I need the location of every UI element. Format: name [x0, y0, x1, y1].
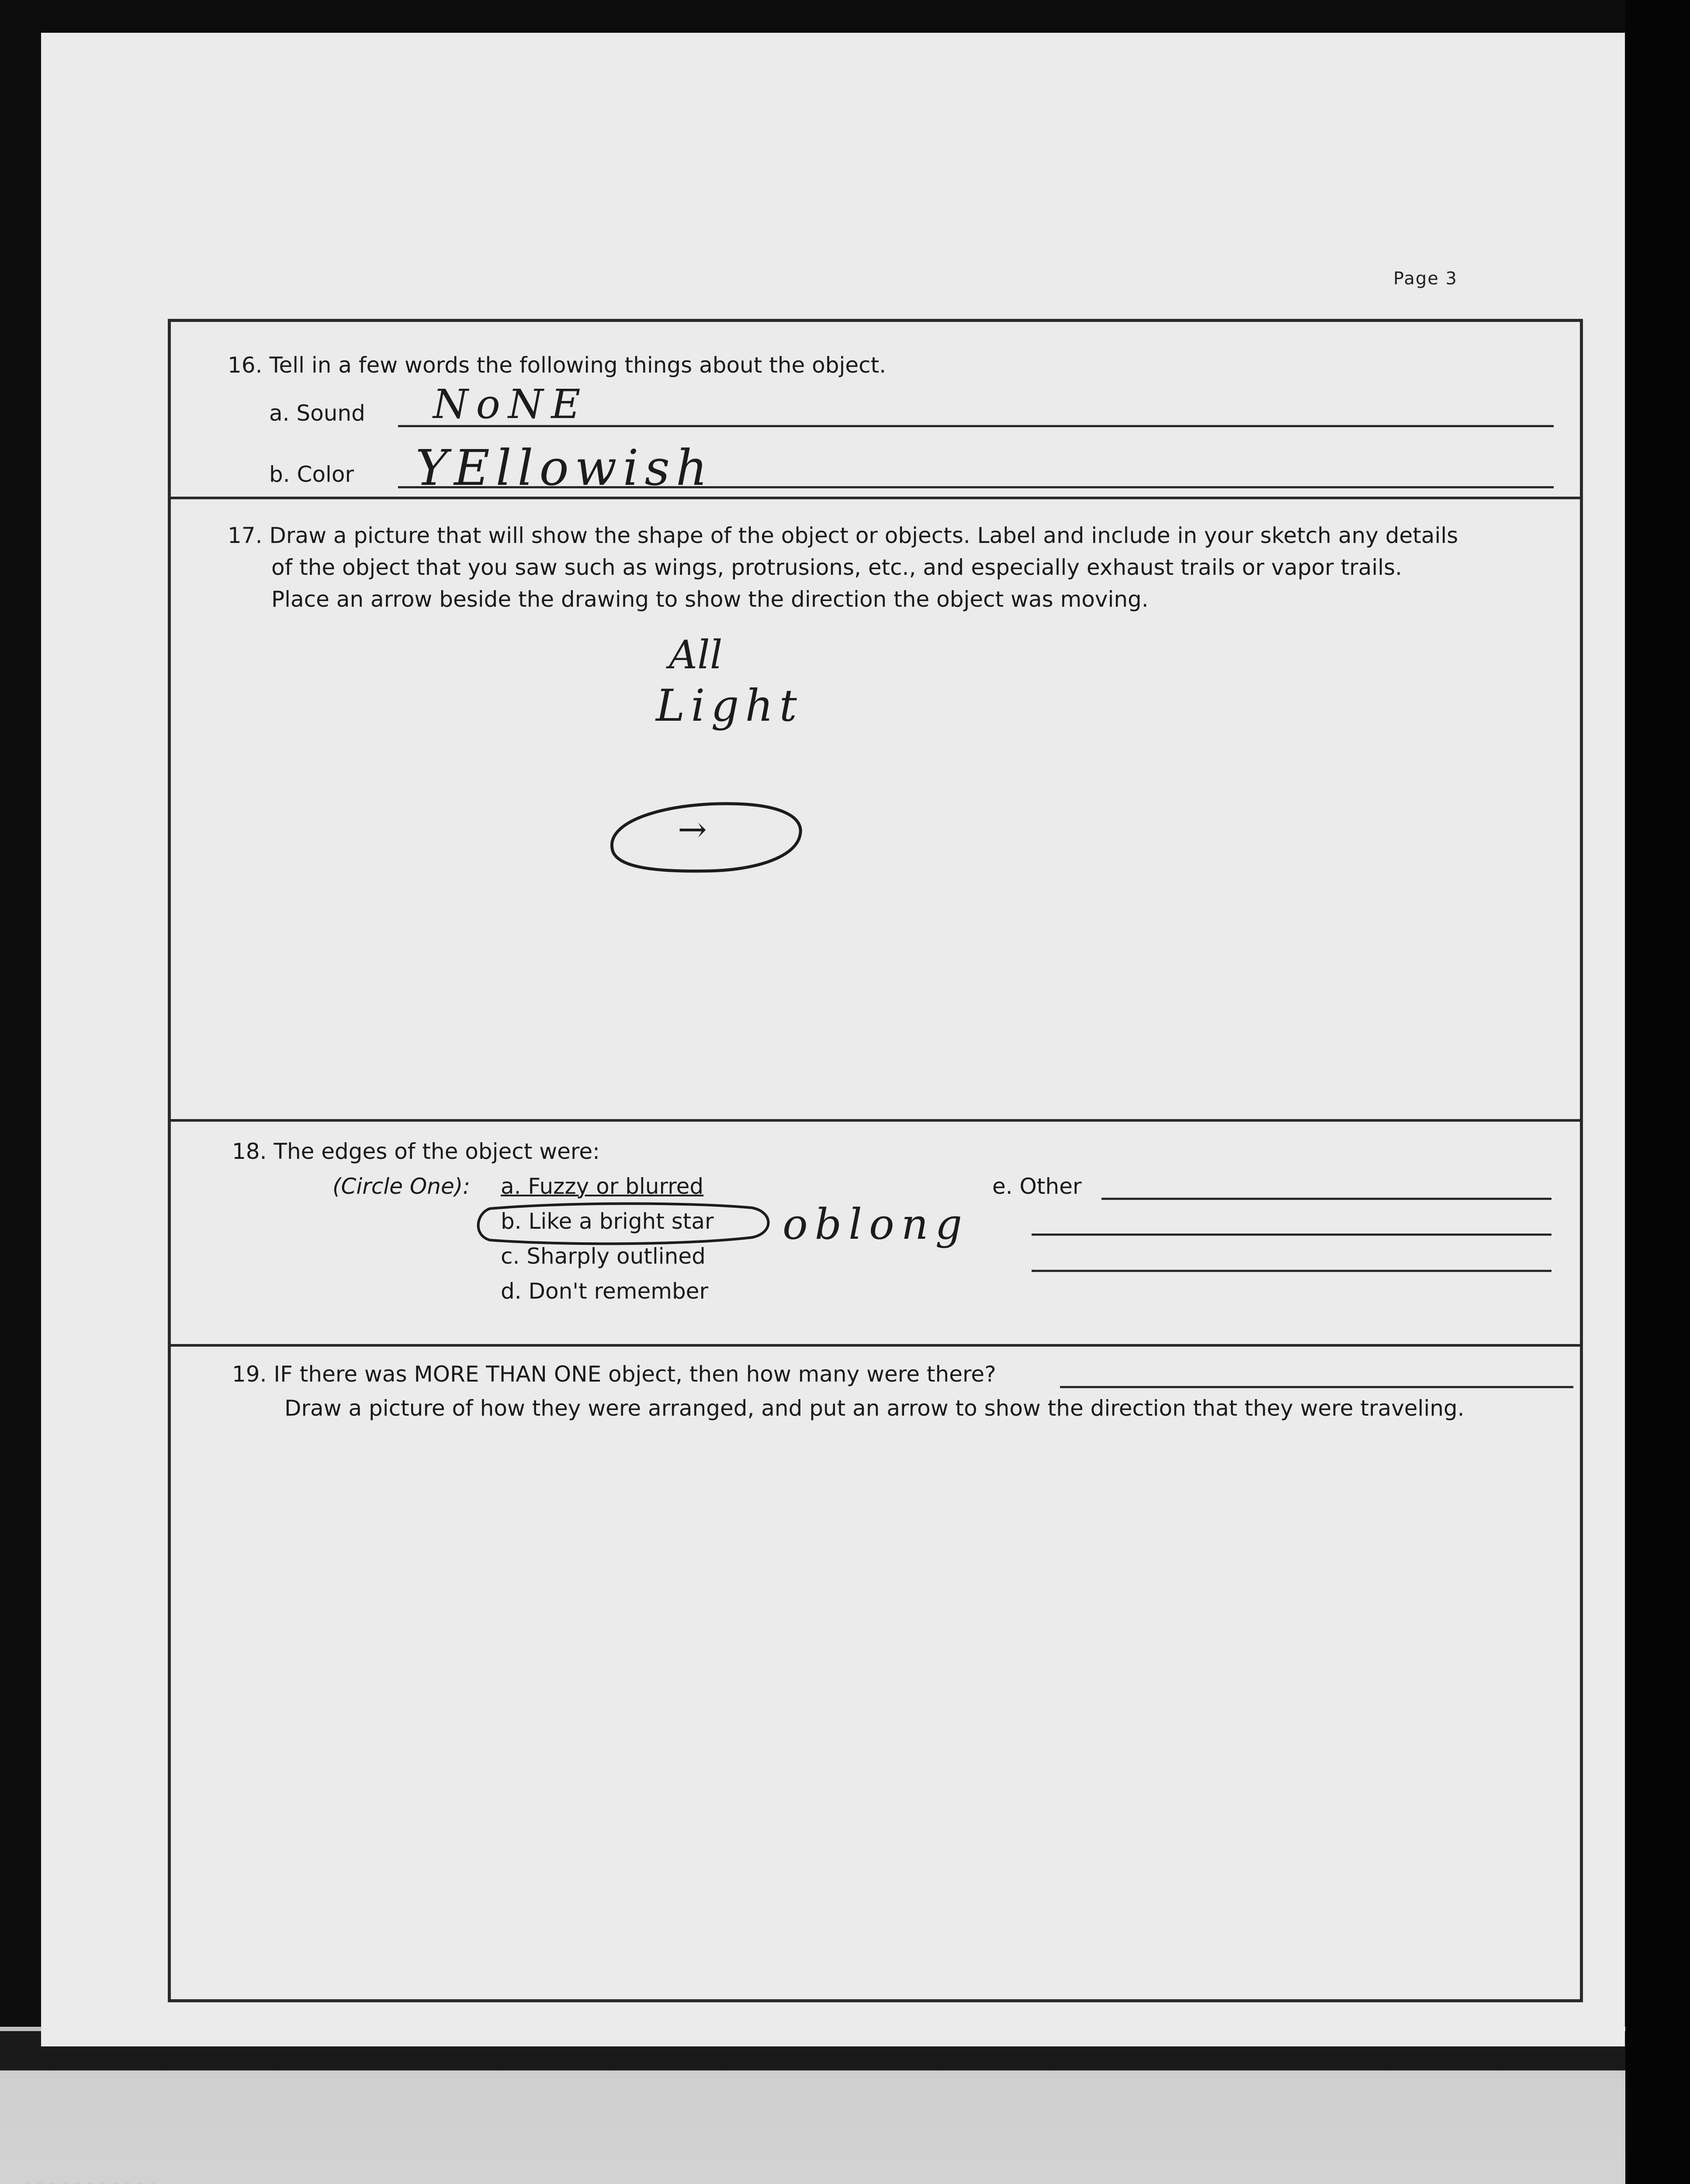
question-18-section: [171, 1119, 1580, 1347]
color-answer: YEllowish: [416, 440, 714, 497]
edge-option-e: e. Other: [992, 1174, 1082, 1199]
edge-option-c[interactable]: [501, 1244, 706, 1269]
form-page: [41, 33, 1625, 2046]
page-number: Page 3: [1393, 269, 1458, 289]
question-17-line-2: of the object that you saw such as wings, protrusions, etc., and especially exhaust trails or vapor trails.: [271, 555, 1403, 580]
question-17-line-3: Place an arrow beside the drawing to show the direction the object was moving.: [271, 587, 1149, 612]
sound-answer: NoNE: [433, 381, 589, 428]
question-18-text: 18. The edges of the object were:: [232, 1139, 600, 1164]
other-answer-line-2[interactable]: [1032, 1234, 1551, 1236]
question-19-line-1: 19. IF there was MORE THAN ONE object, then how many were there?: [232, 1362, 996, 1387]
question-17-section: [171, 497, 1580, 1122]
object-count-line[interactable]: [1060, 1386, 1573, 1388]
edge-option-b-label: b. Like a bright star: [501, 1209, 714, 1234]
sketch-label-all: All: [669, 632, 723, 678]
edge-option-c-label: c. Sharply outlined: [501, 1244, 706, 1269]
film-edge-strip: [1625, 0, 1690, 2184]
question-19-section: [171, 1344, 1580, 1999]
handwritten-note-oblong: oblong: [783, 1200, 970, 1249]
other-answer-line-1[interactable]: [1101, 1198, 1551, 1200]
edge-option-d[interactable]: [501, 1279, 708, 1304]
edge-option-a-label: a. Fuzzy or blurred: [501, 1174, 704, 1199]
other-answer-line-3[interactable]: [1032, 1270, 1551, 1272]
edge-option-d-label: d. Don't remember: [501, 1279, 708, 1304]
sound-label: a. Sound: [269, 401, 365, 426]
edge-option-a[interactable]: [501, 1174, 703, 1199]
color-label: b. Color: [269, 462, 354, 487]
form-frame: [168, 319, 1583, 2002]
circle-one-instruction: (Circle One):: [332, 1174, 471, 1199]
question-16-text: 16. Tell in a few words the following things about the object.: [228, 352, 887, 378]
question-16-section: [171, 322, 1580, 499]
question-19-line-2: Draw a picture of how they were arranged, and put an arrow to show the direction that they were traveling.: [284, 1396, 1465, 1421]
circled-option-mark: [472, 1200, 774, 1248]
direction-arrow-icon: →: [678, 809, 707, 850]
question-17-line-1: 17. Draw a picture that will show the shape of the object or objects. Label and include in your sketch any details: [228, 523, 1458, 548]
sketch-label-light: Light: [656, 680, 803, 731]
object-sketch-oval: [599, 787, 817, 892]
